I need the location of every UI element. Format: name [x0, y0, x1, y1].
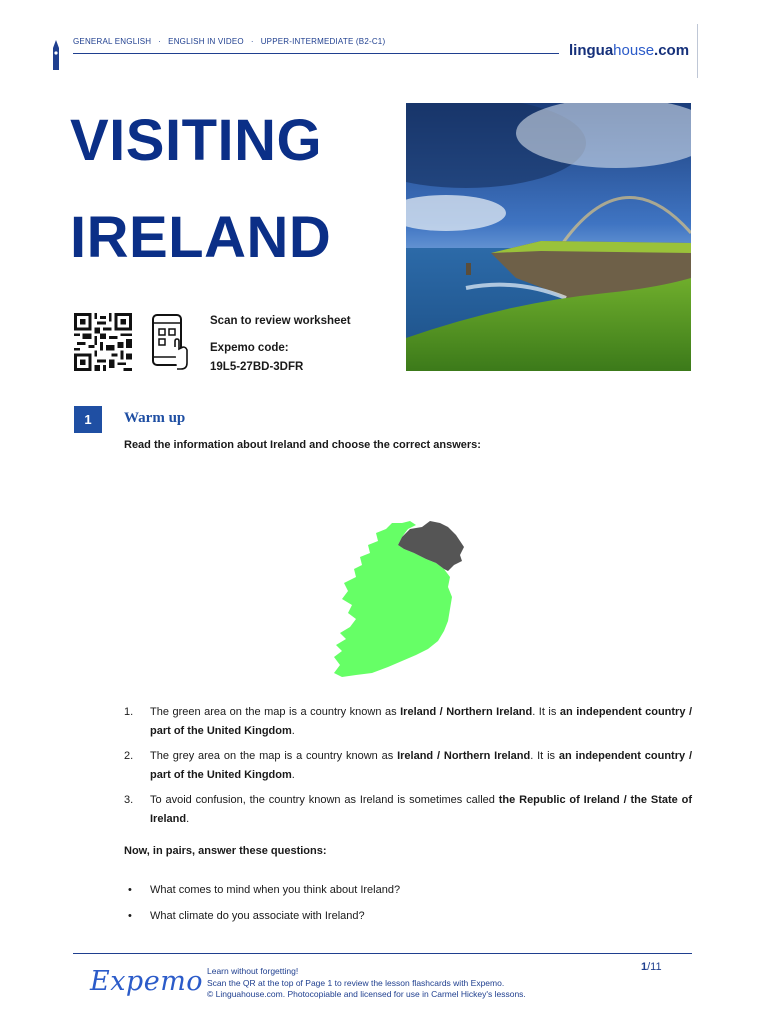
footer-text: Learn without forgetting! Scan the QR at the top of Page 1 to review the lesson flashcards with Expemo. © Linguahouse.com. Photocopiable and licensed for use in Carmel Hickey's lessons. [207, 966, 526, 999]
breadcrumb-item[interactable]: GENERAL ENGLISH [73, 37, 152, 46]
pairs-heading: Now, in pairs, answer these questions: [124, 845, 327, 857]
section-title: Warm up [124, 410, 186, 426]
breadcrumb-item[interactable]: UPPER-INTERMEDIATE (B2-C1) [260, 37, 386, 46]
page-number: 1/11 [641, 961, 662, 973]
header-vertical-divider [697, 24, 698, 78]
qr-code[interactable] [73, 313, 133, 371]
scan-label: Scan to review worksheet [210, 315, 351, 327]
footer-divider [73, 953, 692, 954]
big-ben-icon [50, 40, 62, 70]
scan-info [210, 312, 351, 377]
instruction-text: Read the information about Ireland and choose the correct answers: [124, 439, 481, 451]
ireland-map [330, 515, 465, 677]
breadcrumb: GENERAL ENGLISH · ENGLISH IN VIDEO · UPPER-INTERMEDIATE (B2-C1) [73, 37, 386, 46]
section-number: 1 [74, 406, 102, 433]
cliffs-photo [406, 103, 691, 371]
expemo-logo[interactable]: Expemo [90, 966, 204, 997]
discussion-list [124, 881, 400, 933]
list-item: • What climate do you associate with Ireland? [128, 910, 365, 922]
page-title: VISITING IRELAND [70, 108, 332, 270]
code-label: Expemo code: [210, 342, 289, 354]
code-value: 19L5-27BD-3DFR [210, 361, 304, 373]
phone-scan-icon [151, 313, 191, 371]
question-item: 3. To avoid confusion, the country known as Ireland is sometimes called the Republic of Ireland / the State of Ireland. [124, 794, 692, 825]
header-divider [73, 53, 559, 54]
brand-logo[interactable]: linguahouse.com [569, 42, 690, 59]
list-item: • What comes to mind when you think about Ireland? [128, 884, 401, 896]
question-item: 2. The grey area on the map is a country known as Ireland / Northern Ireland. It is an independent country / part of the United Kingdom. [124, 750, 693, 781]
question-list [124, 703, 692, 835]
breadcrumb-item[interactable]: ENGLISH IN VIDEO [168, 37, 244, 46]
question-item: 1. The green area on the map is a country known as Ireland / Northern Ireland. It is an independent country / part of the United Kingdom. [124, 706, 692, 737]
